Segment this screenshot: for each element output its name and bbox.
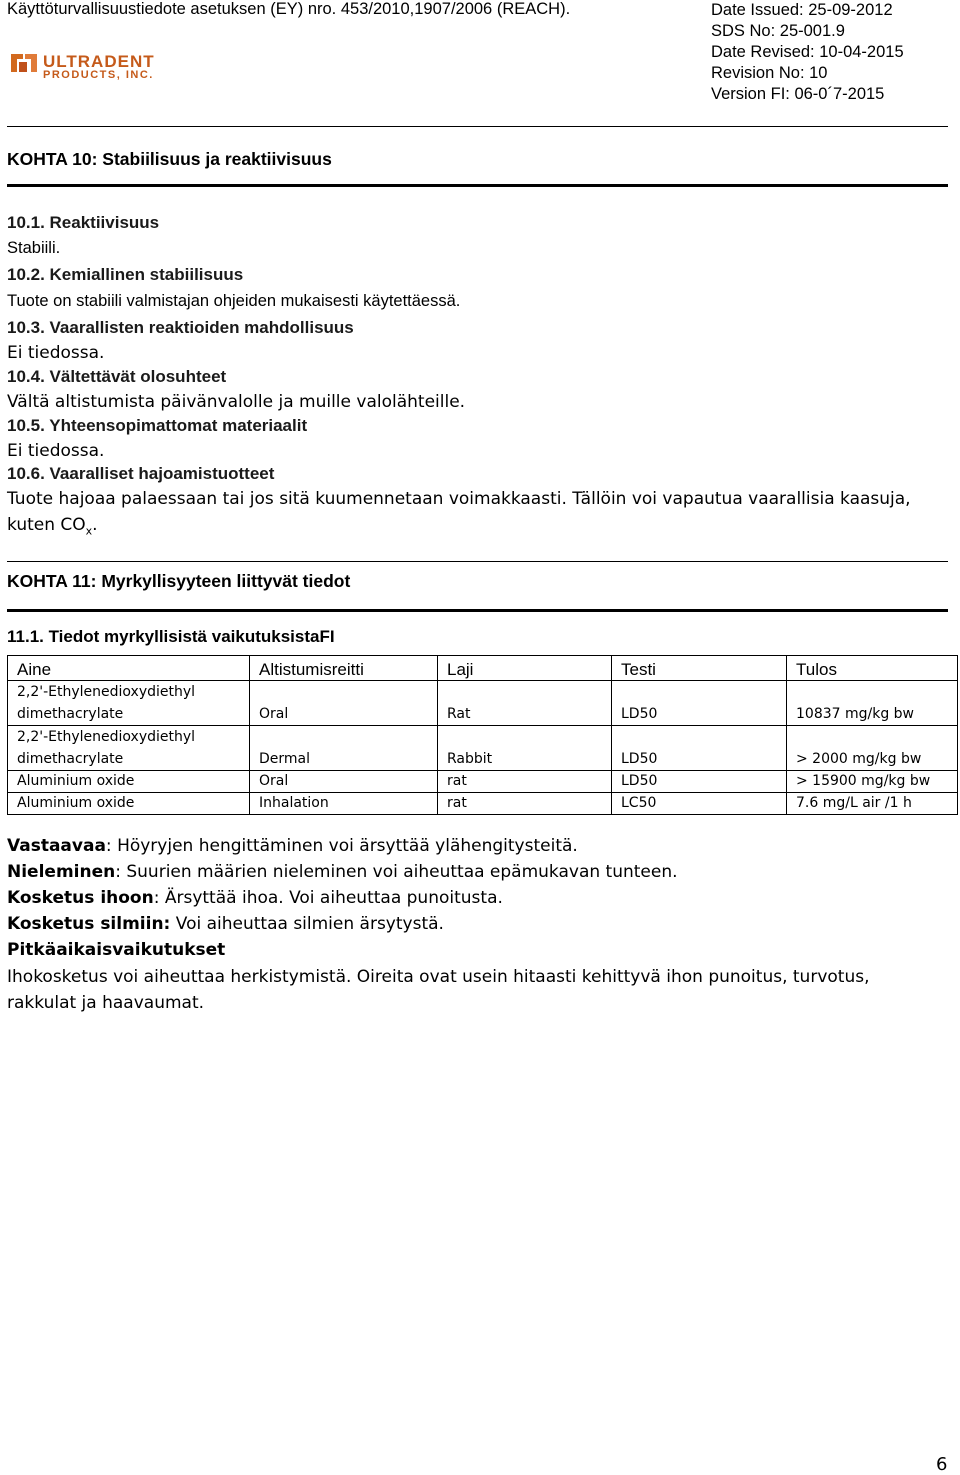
effect-sep: : <box>115 862 127 882</box>
heading-10-4: 10.4. Vältettävät olosuhteet <box>7 367 227 386</box>
text-10-1: Stabiili. <box>7 239 61 257</box>
toxicity-table <box>7 655 958 815</box>
effect-sep: : <box>105 836 118 856</box>
effect-text: Ärsyttää ihoa. Voi aiheuttaa punoitusta. <box>164 888 503 908</box>
text-10-3: Ei tiedossa. <box>7 343 105 363</box>
cell-route: Dermal <box>250 726 438 771</box>
heading-10-1: 10.1. Reaktiivisuus <box>7 213 160 232</box>
text-10-6: Tuote hajoaa palaessaan tai jos sitä kuumennetaan voimakkaasti. Tällöin voi vapautua vaarallisia kaasuja, <box>7 489 911 509</box>
cell-result: 10837 mg/kg bw <box>787 681 958 726</box>
long-term-text-2: rakkulat ja haavaumat. <box>7 993 205 1013</box>
cell-test: LD50 <box>612 771 787 793</box>
long-term-text-1: Ihokosketus voi aiheuttaa herkistymistä. Oireita ovat usein hitaasti kehittyvä ihon punoitus, turvotus, <box>7 967 870 987</box>
effect-text: Voi aiheuttaa silmien ärsytystä. <box>175 914 444 934</box>
effect-text: Höyryjen hengittäminen voi ärsyttää ylähengitysteitä. <box>117 836 578 856</box>
long-term-heading: Pitkäaikaisvaikutukset <box>7 940 226 960</box>
cell-test: LC50 <box>612 793 787 815</box>
co-text: kuten CO <box>7 515 86 535</box>
sds-number: SDS No: 25-001.9 <box>711 22 845 40</box>
effect-label: Vastaavaa <box>7 836 106 856</box>
header-altistumisreitti: Altistumisreitti <box>250 656 438 681</box>
header-tulos: Tulos <box>787 656 958 681</box>
header-laji: Laji <box>438 656 612 681</box>
effect-sep: : <box>153 888 165 908</box>
effect-skin <box>7 888 503 908</box>
cell-route: Inhalation <box>250 793 438 815</box>
revision-number: Revision No: 10 <box>711 64 828 82</box>
cell-result: 7.6 mg/L air /1 h <box>787 793 958 815</box>
effect-label: Kosketus silmiin: <box>7 914 171 934</box>
text-10-4: Vältä altistumista päivänvalolle ja muille valolähteille. <box>7 392 466 412</box>
section-11-rule <box>7 609 948 612</box>
co-subscript: x <box>85 524 93 538</box>
version: Version FI: 06-0´7-2015 <box>711 85 885 103</box>
logo-subline: PRODUCTS, INC. <box>43 69 154 80</box>
cell-test: LD50 <box>612 681 787 726</box>
effect-eyes <box>7 914 444 934</box>
table-row <box>8 726 958 771</box>
section-10-title: KOHTA 10: Stabiilisuus ja reaktiivisuus <box>7 149 332 169</box>
text-10-6-cont <box>7 515 98 537</box>
text-10-5: Ei tiedossa. <box>7 441 105 461</box>
table-row <box>8 793 958 815</box>
heading-11-1: 11.1. Tiedot myrkyllisistä vaikutuksistaFI <box>7 627 335 646</box>
table-row <box>8 771 958 793</box>
date-revised: Date Revised: 10-04-2015 <box>711 43 904 61</box>
cell-test: LD50 <box>612 726 787 771</box>
logo-wordmark: ULTRADENT <box>43 52 155 71</box>
section-11-title: KOHTA 11: Myrkyllisyyteen liittyvät tiedot <box>7 571 351 591</box>
cell-substance: Aluminium oxide <box>8 793 250 815</box>
cell-route: Oral <box>250 681 438 726</box>
cell-substance: 2,2'-Ethylenedioxydiethyl dimethacrylate <box>8 726 250 771</box>
cell-route: Oral <box>250 771 438 793</box>
section-10-rule <box>7 184 948 187</box>
cell-substance: 2,2'-Ethylenedioxydiethyl dimethacrylate <box>8 681 250 726</box>
header-divider <box>7 126 948 127</box>
heading-10-2: 10.2. Kemiallinen stabiilisuus <box>7 265 244 284</box>
page-number: 6 <box>936 1454 948 1475</box>
section-11-divider <box>7 561 948 562</box>
cell-result: > 15900 mg/kg bw <box>787 771 958 793</box>
table-header-row <box>8 656 958 681</box>
effect-label: Nieleminen <box>7 862 116 882</box>
cell-substance: Aluminium oxide <box>8 771 250 793</box>
heading-10-5: 10.5. Yhteensopimattomat materiaalit <box>7 416 308 435</box>
header-testi: Testi <box>612 656 787 681</box>
document-metadata <box>711 0 904 105</box>
effect-ingestion <box>7 862 678 882</box>
heading-10-6: 10.6. Vaaralliset hajoamistuotteet <box>7 464 275 483</box>
cell-species: Rat <box>438 681 612 726</box>
cell-result: > 2000 mg/kg bw <box>787 726 958 771</box>
cell-species: rat <box>438 771 612 793</box>
cell-species: Rabbit <box>438 726 612 771</box>
heading-10-3: 10.3. Vaarallisten reaktioiden mahdollisuus <box>7 318 354 337</box>
effect-inhalation <box>7 836 578 856</box>
header-aine: Aine <box>8 656 250 681</box>
co-period: . <box>92 515 98 535</box>
document-title: Käyttöturvallisuustiedote asetuksen (EY) nro. 453/2010,1907/2006 (REACH). <box>7 0 571 18</box>
effect-label: Kosketus ihoon <box>7 888 154 908</box>
table-row <box>8 681 958 726</box>
text-10-2: Tuote on stabiili valmistajan ohjeiden mukaisesti käytettäessä. <box>7 292 461 310</box>
date-issued: Date Issued: 25-09-2012 <box>711 1 893 19</box>
cell-species: rat <box>438 793 612 815</box>
ultradent-logo <box>9 50 209 80</box>
effect-text: Suurien määrien nieleminen voi aiheuttaa epämukavan tunteen. <box>126 862 678 882</box>
